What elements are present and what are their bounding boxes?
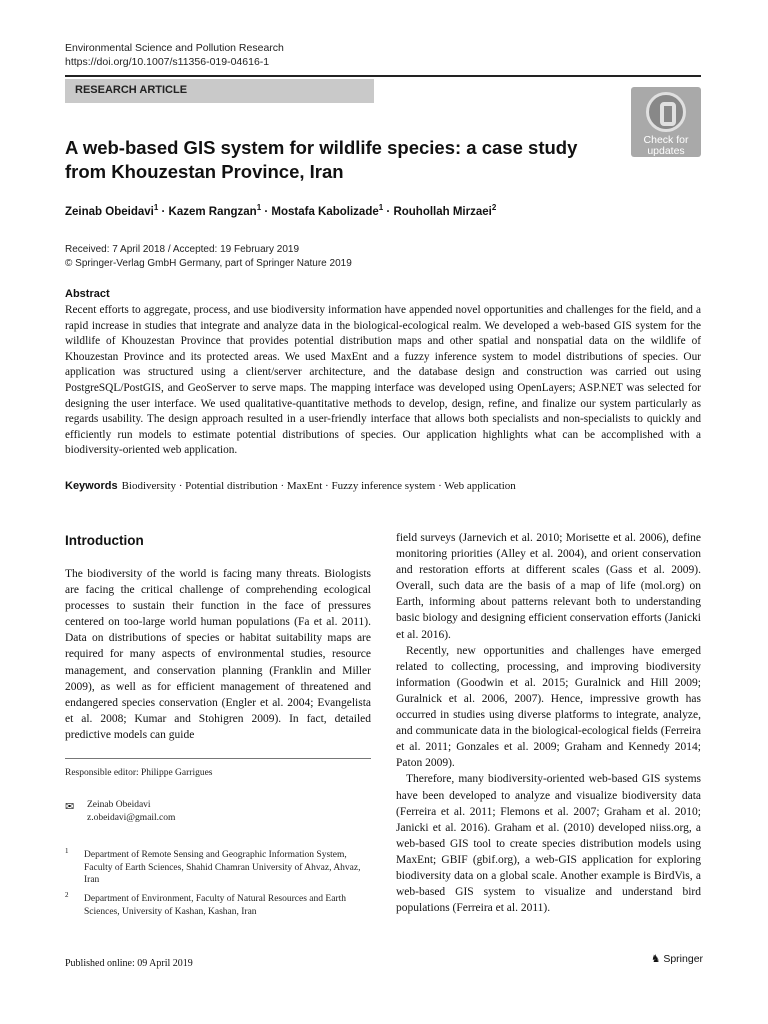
article-dates xyxy=(65,243,352,271)
publisher-logo xyxy=(651,953,703,965)
author-name[interactable]: Zeinab Obeidavi xyxy=(65,205,154,218)
paragraph: field surveys (Jarnevich et al. 2010; Morisette et al. 2006), define monitoring priorities (Alley et al. 2004), and orient conservation and restoration efforts at different scales (Gass et al. 2009). Overall, such data are the basis of a map of life (mol.org) on Earth, informing about patterns relevant both to understanding basic biology and designing efficient conservation efforts (Janicki et al. 2016). xyxy=(396,532,701,641)
published-date: Published online: 09 April 2019 xyxy=(65,958,193,969)
responsible-editor: Responsible editor: Philippe Garrigues xyxy=(65,768,213,778)
affiliation-2: Department of Environment, Faculty of Natural Resources and Earth Sciences, University of Kashan, Kashan, Iran xyxy=(84,894,346,917)
author-name[interactable]: Mostafa Kabolizade xyxy=(271,205,379,218)
affiliation-number: 1 xyxy=(65,847,69,855)
journal-name: Environmental Science and Pollution Research xyxy=(65,42,284,54)
author-aff: 1 xyxy=(153,203,159,212)
paragraph: Recently, new opportunities and challenges have emerged related to collecting, processing, and improving biodiversity information (Goodwin et al. 2015; Guralnick and Hill 2009; Guralnick et al. 2006, 2007). Hence, impressive growth has occurred in studies using diverse platforms to integrate, analyze, and communicate data in the biological-ecological fields (Ferreira et al. 2011; Gonzales et al. 2009; Graham and Kennedy 2014; Paton 2009). xyxy=(396,644,701,770)
contact-email[interactable]: z.obeidavi@gmail.com xyxy=(87,812,176,823)
keywords-label: Keywords xyxy=(65,480,118,492)
intro-column-1: The biodiversity of the world is facing many threats. Biologists are facing the critical challenge of comprehending ecological processes to sustain their function in the face of pressures centered on too-large world human populations (Fa et al. 2011). Data on distributions of species or habitat suitability maps are required for many aspects of environmental studies, resource management, and conservation planning (Franklin and Miller 2009), as well as for efficient management of threatened and endangered species conservation (Engler et al. 2004; Evangelista et al. 2008; Kumar and Stohigren 2009). In fact, detailed predictive models can guide xyxy=(65,568,371,741)
contact-name: Zeinab Obeidavi xyxy=(87,800,151,810)
author-name[interactable]: Rouhollah Mirzaei xyxy=(393,205,492,218)
author-aff: 1 xyxy=(256,203,262,212)
article-type-badge: RESEARCH ARTICLE xyxy=(65,79,374,103)
corresponding-author xyxy=(87,799,175,824)
article-title xyxy=(65,136,585,184)
keywords-text: Biodiversity · Potential distribution · MaxEnt · Fuzzy inference system · Web application xyxy=(121,480,516,492)
author-name[interactable]: Kazem Rangzan xyxy=(168,205,257,218)
check-updates-icon xyxy=(646,92,686,132)
journal-header xyxy=(65,41,284,69)
title-line-1: A web-based GIS system for wildlife species: a case study xyxy=(65,137,578,158)
section-heading: Introduction xyxy=(65,533,144,548)
received-date: Received: 7 April 2018 / Accepted: 19 February 2019 xyxy=(65,244,300,255)
affiliation-number: 2 xyxy=(65,891,69,899)
paragraph: Therefore, many biodiversity-oriented web-based GIS systems have been developed to analyze and visualize biodiversity data (Ferreira et al. 2011; Flemons et al. 2007; Graham et al. 2010; Janicki et al. 2016). Graham et al. (2010) developed niiss.org, a web-based GIS tool to create species distribution models using MaxEnt; GBIF (gbif.org), a web-GIS application for exploring biodiversity data on a global scale. Another example is BirdVis, a web-based GIS system to visualize and understand bird populations (Ferreira et al. 2011). xyxy=(396,773,701,915)
author-aff: 2 xyxy=(491,203,497,212)
footnote-rule xyxy=(65,758,371,759)
affiliation-1: Department of Remote Sensing and Geographic Information System, Faculty of Earth Sciences, Shahid Chamran University of Ahvaz, Ahvaz, Iran xyxy=(84,850,361,885)
publisher-name: Springer xyxy=(663,953,704,965)
check-updates-label-1: Check for xyxy=(643,134,689,146)
copyright-line: © Springer-Verlag GmbH Germany, part of Springer Nature 2019 xyxy=(65,258,352,269)
header-rule xyxy=(65,75,701,77)
author-list: Zeinab Obeidavi$^1$ · Kazem Rangzan$^1$ · Mostafa Kabolizade$^1$ · Rouhollah Mirzaei$^2$ xyxy=(65,203,497,218)
keywords xyxy=(65,480,516,492)
author-aff: 1 xyxy=(378,203,384,212)
abstract-text: Recent efforts to aggregate, process, and use biodiversity information have appended novel opportunities and challenges for the field, and a rapid increase in studies that integrate and analyze data in the biological-ecological realm. We developed a web-based GIS system for the wildlife of Khouzestan Province that provides potential distribution maps and other spatial and nonspatial data on the wildlife of Khouzestan Province and its protected areas. We used MaxEnt and a fuzzy inference system to model distributions of species. Our application was structured using a client/server architecture, and the database design and construction was carried out using PostgreSQL/PostGIS, and GeoServer to serve maps. The mapping interface was developed using OpenLayers; ASP.NET was selected for designing the user interface. We used qualitative-quantitative methods to develop, design, refine, and finalize our system particularly as regards usability. The design approach resulted in a user-friendly interface that allows both specialists and non-specialists to quickly and efficiently run models to estimate potential distributions of species. Our application highlights what can be accomplished with a biodiversity-oriented web application. xyxy=(65,304,701,457)
check-updates-label-2: updates xyxy=(647,145,685,157)
check-for-updates-button[interactable] xyxy=(631,87,701,157)
abstract-heading: Abstract xyxy=(65,288,110,300)
doi-link[interactable]: https://doi.org/10.1007/s11356-019-04616-1 xyxy=(65,56,270,68)
springer-horse-icon: ♞ xyxy=(651,953,661,965)
envelope-icon: ✉ xyxy=(65,801,75,813)
title-line-2: from Khouzestan Province, Iran xyxy=(65,161,344,182)
intro-column-2 xyxy=(396,530,701,916)
